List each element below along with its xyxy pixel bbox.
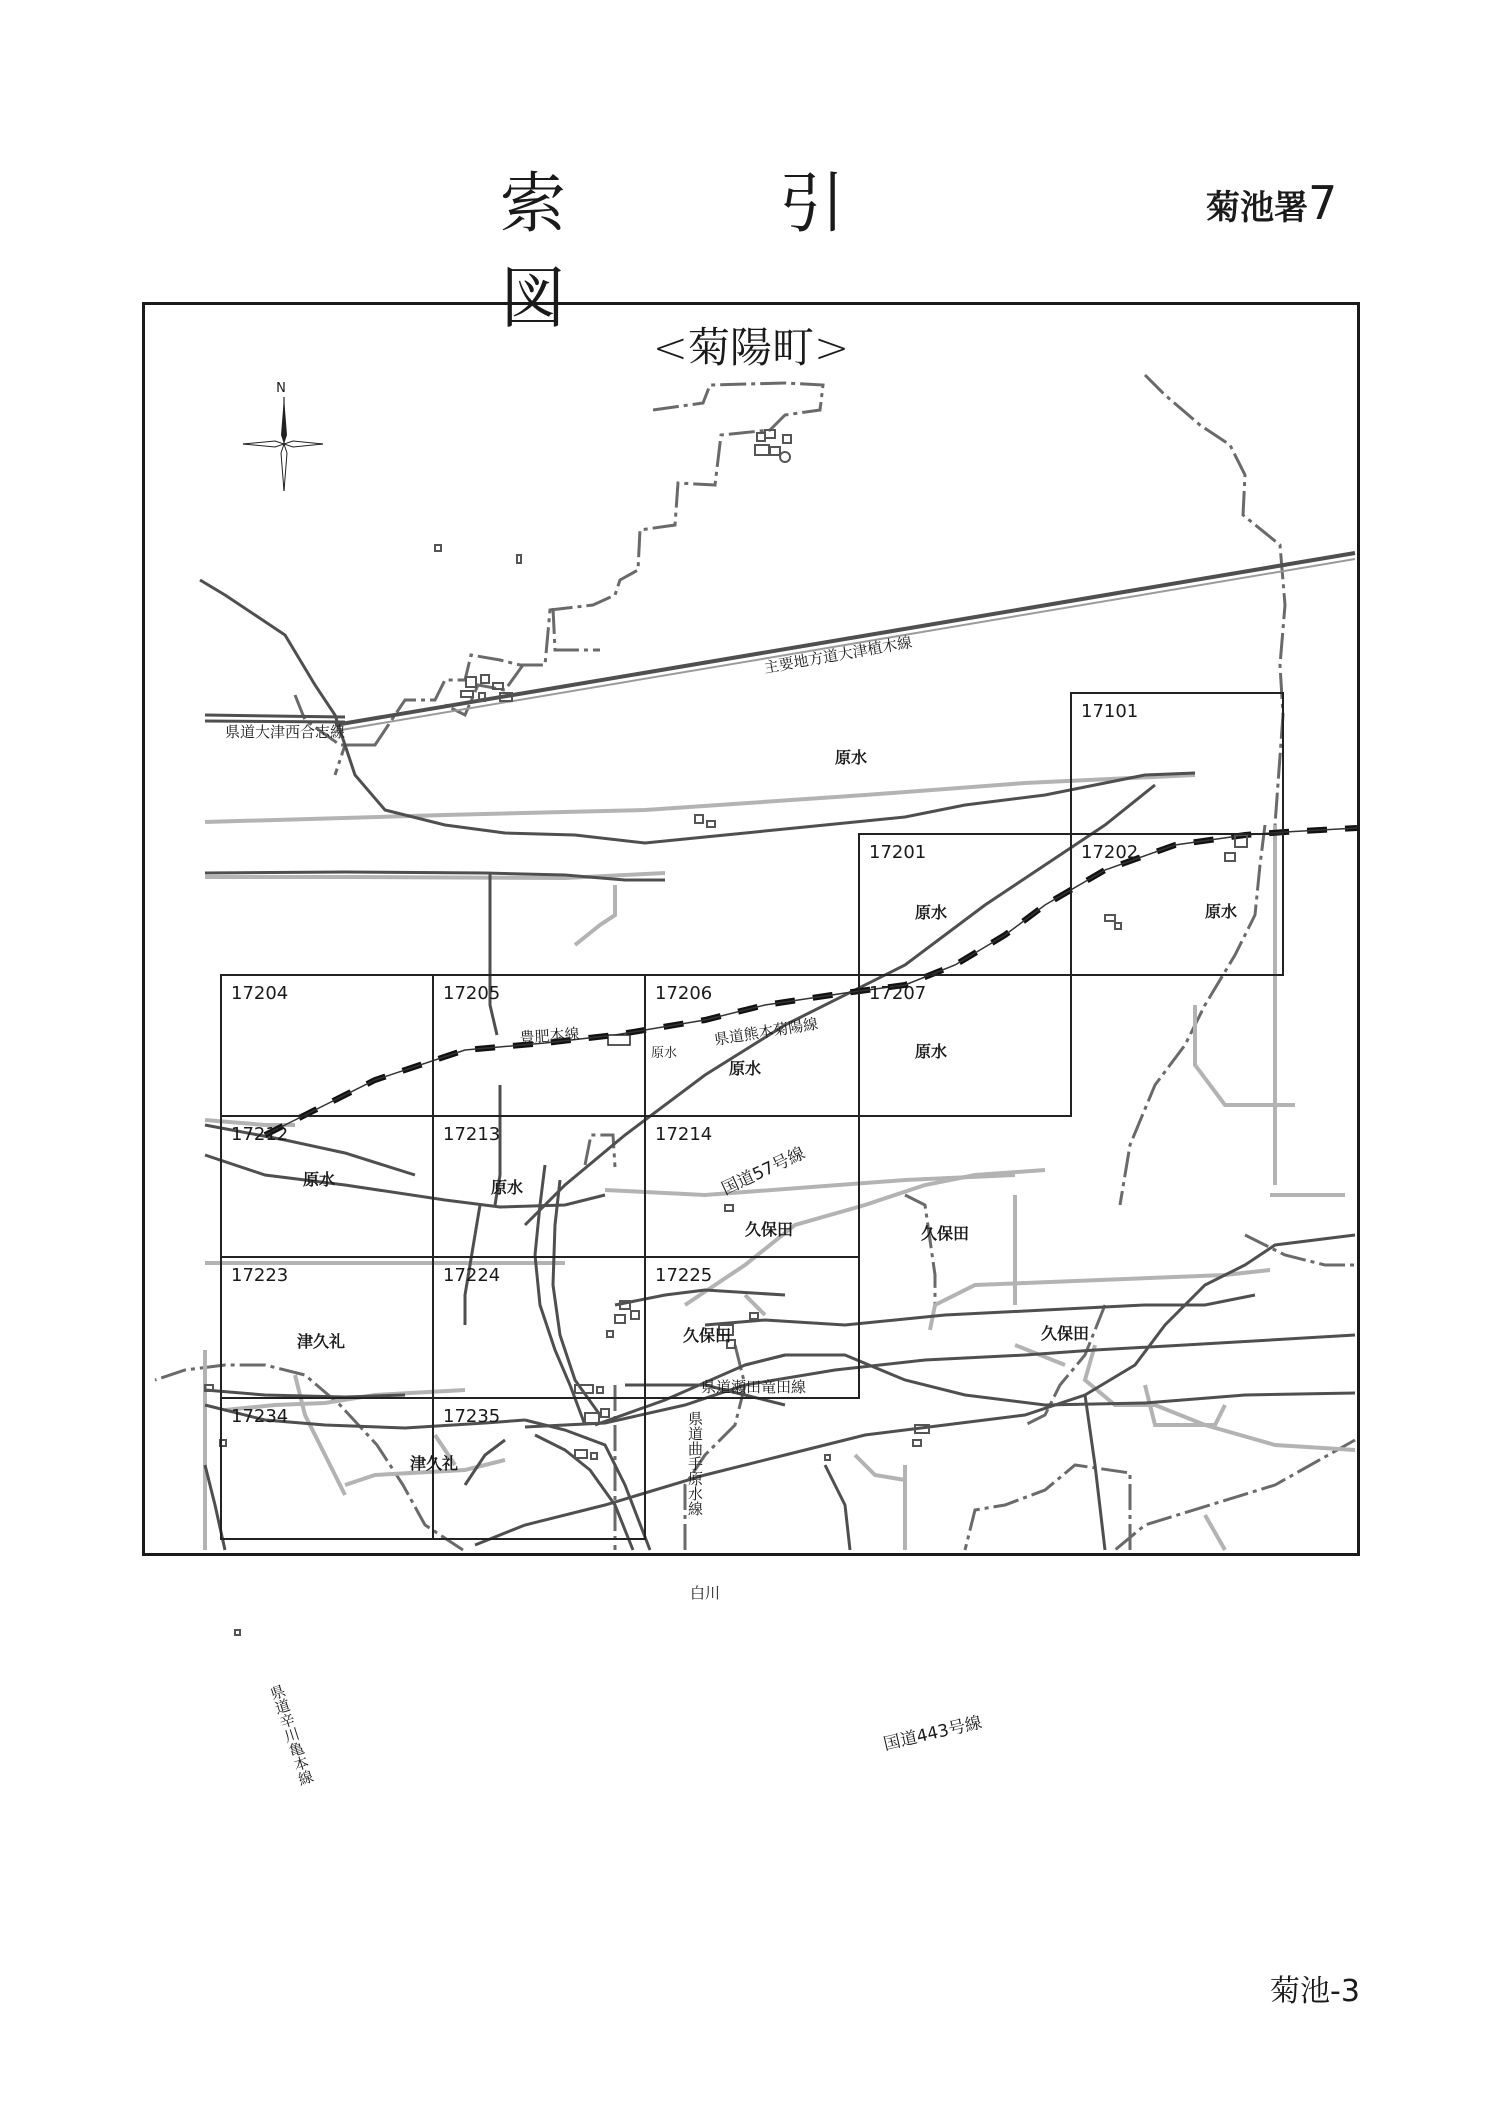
road-label-route443: 国道443号線 — [881, 1712, 985, 1755]
place-label-haramizu: 原水 — [1205, 902, 1238, 921]
place-label-tsukure: 津久礼 — [410, 1454, 459, 1473]
page-number: 菊池-3 — [1270, 1974, 1360, 2009]
place-label-haramizu: 原水 — [729, 1059, 762, 1078]
place-label-kubota: 久保田 — [921, 1224, 970, 1243]
grid-cell-17213[interactable]: 17213 — [443, 1124, 501, 1145]
river-label-shirakawa: 白川 — [690, 1584, 721, 1602]
grid-cell-17202[interactable]: 17202 — [1081, 842, 1139, 863]
grid-cell-17214[interactable]: 17214 — [655, 1124, 713, 1145]
grid-cell-17206[interactable]: 17206 — [655, 983, 713, 1004]
north-label: N — [276, 381, 286, 396]
road-labels — [225, 633, 984, 1788]
grid-cell-17235[interactable]: 17235 — [443, 1406, 501, 1427]
grid-cell-17207[interactable]: 17207 — [869, 983, 927, 1004]
place-label-haramizu: 原水 — [915, 1042, 948, 1061]
rail-label-hohi: 豊肥本線 — [519, 1024, 581, 1047]
compass-rose — [243, 381, 323, 491]
grid-cell-17225[interactable]: 17225 — [655, 1265, 713, 1286]
grid-numbers — [231, 701, 1138, 1427]
grid-cell-17224[interactable]: 17224 — [443, 1265, 501, 1286]
road-label-route57: 国道57号線 — [718, 1143, 809, 1200]
station-number: 7 — [1308, 176, 1338, 230]
road-label-otsu-nishigoshi: 県道大津西合志線 — [225, 723, 346, 741]
road-label-karakawa-kamemoto: 県道辛川亀本線 — [266, 1682, 317, 1788]
station-prefix: 菊池署 — [1206, 188, 1308, 228]
grid-cell-17234[interactable]: 17234 — [231, 1406, 289, 1427]
place-label-tsukure: 津久礼 — [297, 1332, 346, 1351]
grid-cell-17212[interactable]: 17212 — [231, 1124, 289, 1145]
grid-cell-17201[interactable]: 17201 — [869, 842, 927, 863]
place-label-kubota: 久保田 — [745, 1220, 794, 1239]
station-label — [1206, 176, 1337, 230]
place-label-kubota: 久保田 — [683, 1326, 732, 1345]
grid-cell-17204[interactable]: 17204 — [231, 983, 289, 1004]
road-label-otsu-ueki: 主要地方道大津植木線 — [762, 633, 914, 677]
road-label-seta-tatsuta: 県道瀬田竜田線 — [701, 1378, 807, 1396]
grid-cell-17101[interactable]: 17101 — [1081, 701, 1139, 722]
road-label-kumamoto-kikuyo: 県道熊本菊陽線 — [712, 1014, 820, 1049]
road-label-magarite-haramizu: 県道曲手原水線 — [686, 1411, 704, 1516]
page-title: 索 引 図 — [500, 165, 941, 337]
index-grid — [221, 693, 1283, 1539]
place-label-haramizu: 原水 — [835, 748, 868, 767]
index-map — [142, 302, 1360, 1788]
boundary-lines — [155, 375, 1357, 1550]
place-label-kubota: 久保田 — [1041, 1324, 1090, 1343]
grid-cell-17205[interactable]: 17205 — [443, 983, 501, 1004]
grid-cell-17223[interactable]: 17223 — [231, 1265, 289, 1286]
area-title: <菊陽町> — [652, 323, 850, 372]
place-label-haramizu: 原水 — [491, 1178, 524, 1197]
map-canvas — [145, 305, 1357, 1788]
place-label-haramizu: 原水 — [303, 1170, 336, 1189]
station-name-haramizu: 原水 — [651, 1046, 678, 1061]
place-label-haramizu: 原水 — [915, 903, 948, 922]
